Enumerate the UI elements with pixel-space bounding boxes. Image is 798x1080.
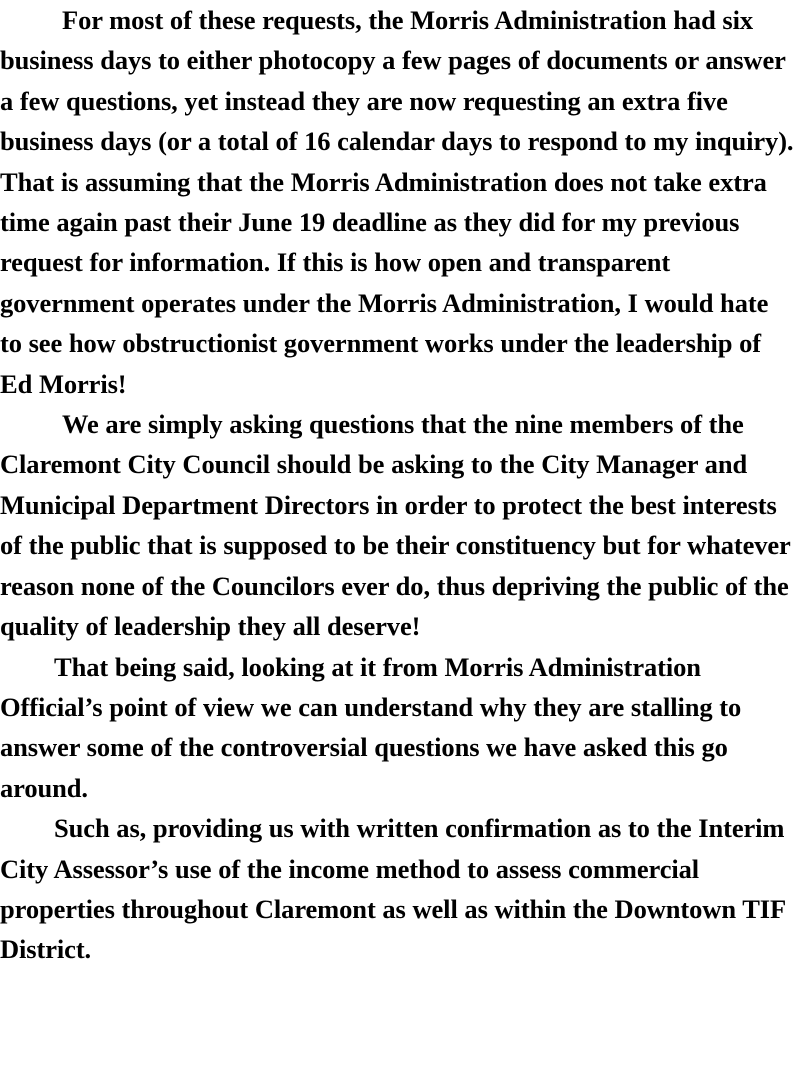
paragraph-text: For most of these requests, the Morris Administration had six business days to either photocopy a few pages of documents or answer a few questions, yet instead they are now requesting an extra five business days (or a total of 16 calendar days to respond to my inquiry). That is assuming that the Morris Administration does not take extra time again past their June 19 deadline as they did for my previous request for information. If this is how open and transparent government operates under the Morris Administration, I would hate to see how obstructionist government works under the leadership of Ed Morris!: [0, 5, 794, 399]
paragraph-text: That being said, looking at it from Morris Administration Official’s point of view we can understand why they are stalling to answer some of the controversial questions we have asked this go around.: [0, 651, 742, 803]
paragraph-2: [0, 404, 796, 646]
paragraph-text: We are simply asking questions that the nine members of the Claremont City Council should be asking to the City Manager and Municipal Department Directors in order to protect the best interests of the public that is supposed to be their constituency but for whatever reason none of the Councilors ever do, thus depriving the public of the quality of leadership they all deserve!: [0, 409, 791, 642]
paragraph-1: [0, 0, 796, 404]
paragraph-3: [0, 647, 796, 809]
paragraph-text: Such as, providing us with written confirmation as to the Interim City Assessor’s use of the income method to assess commercial properties throughout Claremont as well as within the Downtown TIF District.: [0, 813, 786, 965]
paragraph-4: [0, 808, 796, 970]
